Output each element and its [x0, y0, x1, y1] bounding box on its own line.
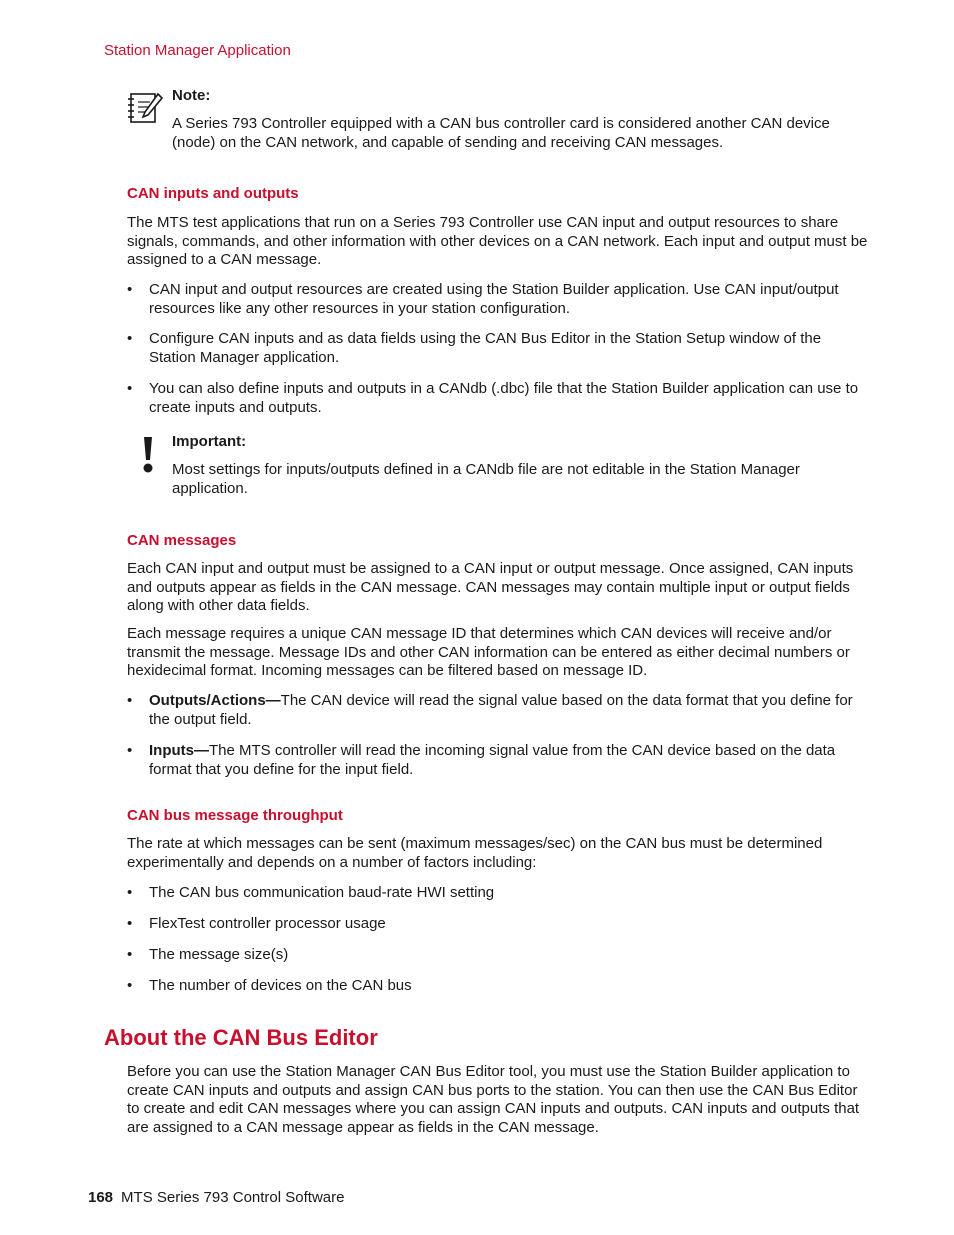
important-text: Most settings for inputs/outputs defined in a CANdb file are not editable in the Station Manager application. — [172, 461, 800, 497]
paragraph: Each message requires a unique CAN message ID that determines which CAN devices will receive and/or transmit the message. Message IDs and other CAN information can be entered as either decimal numbers or hexidecimal format. Incoming messages can be filtered based on message ID. — [127, 625, 850, 680]
list-item-text: The CAN bus communication baud-rate HWI setting — [149, 884, 495, 901]
bullet-glyph: • — [127, 330, 133, 347]
paragraph: The MTS test applications that run on a Series 793 Controller use CAN input and output resources to share signals, commands, and other information with other devices on a CAN network. Each input and output must be assigned to a CAN message. — [127, 214, 868, 269]
list-item-text — [149, 692, 869, 729]
paragraph: The rate at which messages can be sent (maximum messages/sec) on the CAN bus must be determined experimentally and depends on a number of factors including: — [127, 835, 823, 871]
important-title: Important: — [172, 433, 247, 450]
note-title: Note: — [172, 87, 211, 104]
list-item-text: Configure CAN inputs and as data fields using the CAN Bus Editor in the Station Setup window of the Station Manager application. — [149, 330, 822, 366]
section-heading-can-io: CAN inputs and outputs — [127, 185, 299, 202]
page-footer — [88, 1189, 344, 1206]
bullet-glyph: • — [127, 380, 133, 397]
note-text: A Series 793 Controller equipped with a CAN bus controller card is considered another CAN device (node) on the CAN network, and capable of sending and receiving CAN messages. — [172, 115, 830, 151]
bullet-glyph: • — [127, 692, 133, 709]
paragraph: Each CAN input and output must be assigned to a CAN input or output message. Once assigned, CAN inputs and outputs appear as fields in the CAN message. CAN messages may contain multiple input or output fields along with other data fields. — [127, 560, 854, 615]
list-item-text: The number of devices on the CAN bus — [149, 977, 412, 994]
list-item-text: You can also define inputs and outputs in a CANdb (.dbc) file that the Station Builder application can use to create inputs and outputs. — [149, 380, 859, 416]
paragraph: Before you can use the Station Manager CAN Bus Editor tool, you must use the Station Builder application to create CAN inputs and outputs and assign CAN bus ports to the station. You can then use the CAN Bus Editor to create and edit CAN messages where you can assign CAN inputs and outputs. CAN inputs and outputs that are assigned to a CAN message appear as fields in the CAN message. — [127, 1063, 860, 1137]
exclamation-icon — [140, 436, 156, 474]
page-number: 168 — [88, 1189, 114, 1206]
list-item-description: The MTS controller will read the incoming signal value from the CAN device based on the data format that you define for the input field. — [149, 742, 836, 778]
section-heading-throughput: CAN bus message throughput — [127, 807, 343, 824]
bullet-glyph: • — [127, 915, 133, 932]
list-item-term: Inputs— — [149, 742, 209, 759]
note-pencil-icon — [128, 90, 164, 126]
bullet-glyph: • — [127, 977, 133, 994]
list-item-text — [149, 742, 869, 779]
list-item-term: Outputs/Actions— — [149, 692, 281, 709]
running-head: Station Manager Application — [104, 42, 291, 59]
bullet-glyph: • — [127, 946, 133, 963]
list-item-text: FlexTest controller processor usage — [149, 915, 386, 932]
section-heading-can-messages: CAN messages — [127, 532, 237, 549]
list-item-description: The CAN device will read the signal value based on the data format that you define for the output field. — [149, 692, 853, 728]
list-item-text: CAN input and output resources are created using the Station Builder application. Use CAN input/output resources like any other resources in your station configuration. — [149, 281, 839, 317]
list-item-text: The message size(s) — [149, 946, 289, 963]
footer-title: MTS Series 793 Control Software — [121, 1189, 345, 1206]
page-title: About the CAN Bus Editor — [104, 1025, 378, 1050]
bullet-glyph: • — [127, 742, 133, 759]
bullet-glyph: • — [127, 884, 133, 901]
bullet-glyph: • — [127, 281, 133, 298]
